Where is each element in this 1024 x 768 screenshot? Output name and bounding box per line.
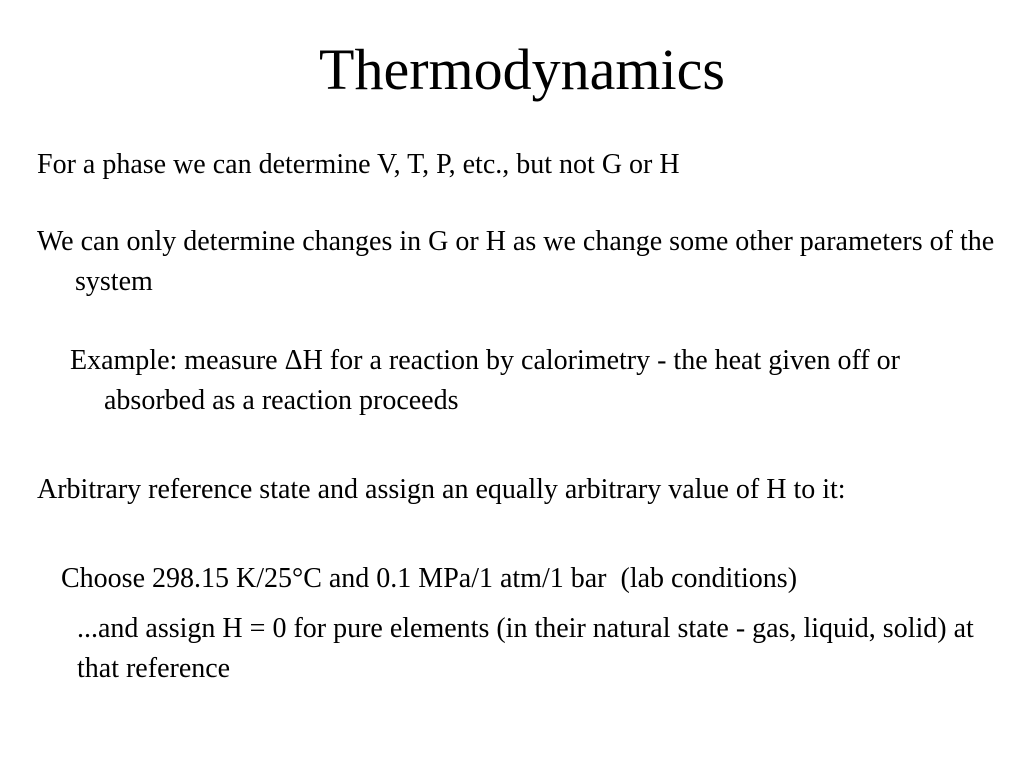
slide-title: Thermodynamics <box>319 37 725 102</box>
paragraph-example-calorimetry: Example: measure ΔH for a reaction by calorimetry - the heat given off or absorbed as a reaction proceeds <box>70 345 900 416</box>
paragraph-lab-conditions: Choose 298.15 K/25°C and 0.1 MPa/1 atm/1 bar (lab conditions) <box>61 563 798 594</box>
paragraph-changes: We can only determine changes in G or H as we change some other parameters of the system <box>37 226 995 297</box>
paragraph-reference-state: Arbitrary reference state and assign an equally arbitrary value of H to it: <box>37 474 846 505</box>
paragraph-assign-zero: ...and assign H = 0 for pure elements (in their natural state - gas, liquid, solid) at that reference <box>77 613 974 684</box>
paragraph-phase-properties: For a phase we can determine V, T, P, etc., but not G or H <box>37 149 680 180</box>
